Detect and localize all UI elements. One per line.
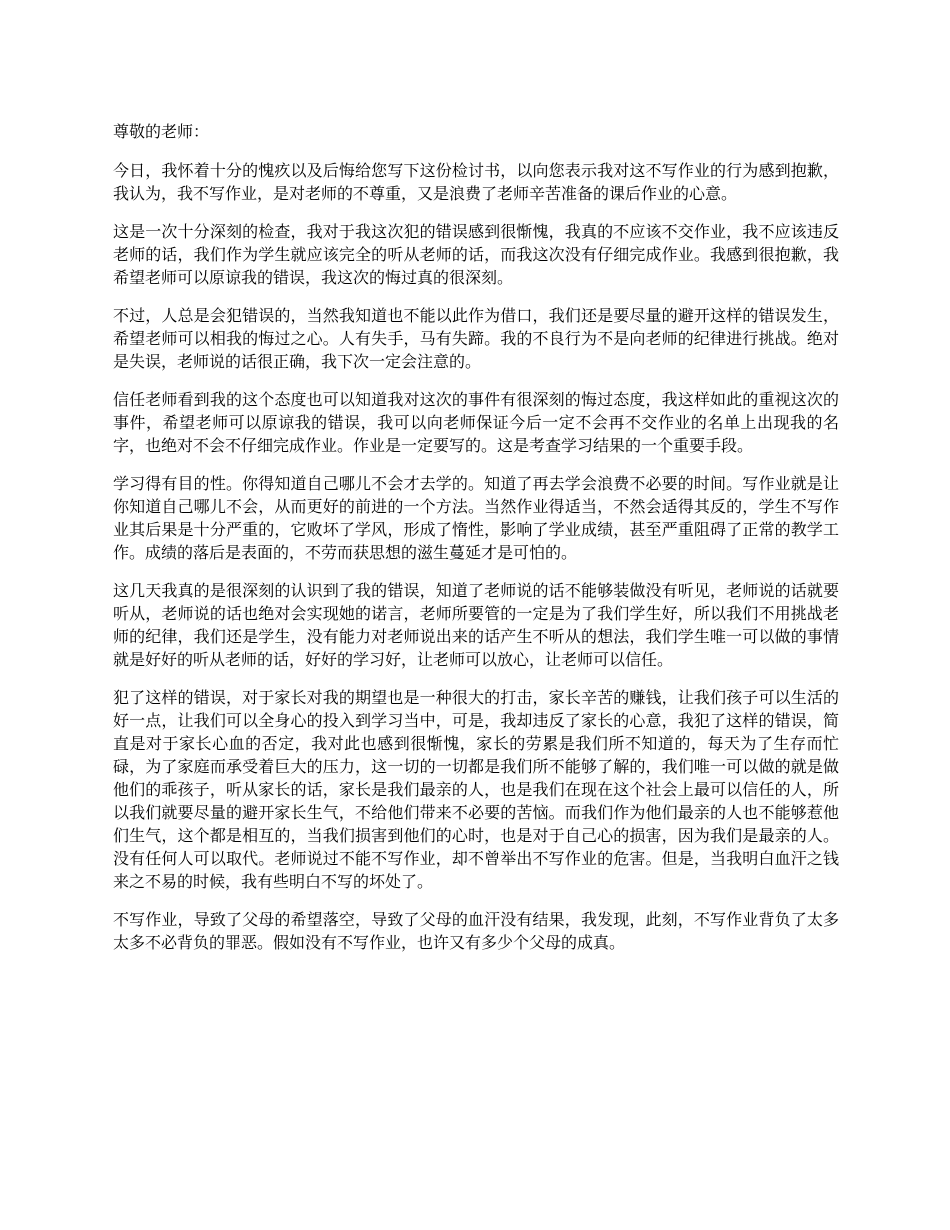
- paragraph-7: 犯了这样的错误，对于家长对我的期望也是一种很大的打击，家长辛苦的赚钱，让我们孩子可以生活的好一点，让我们可以全身心的投入到学习当中，可是，我却违反了家长的心意，我犯了这样的错误，简直是对于家长心血的否定，我对此也感到很惭愧，家长的劳累是我们所不知道的，每天为了生存而忙碌，为了家庭而承受着巨大的压力，这一切的一切都是我们所不能够了解的，我们唯一可以做的就是做他们的乖孩子，听从家长的话，家长是我们最亲的人，也是我们在现在这个社会上最可以信任的人，所以我们就要尽量的避开家长生气，不给他们带来不必要的苦恼。而我们作为他们最亲的人也不能够惹他们生气，这个都是相互的，当我们损害到他们的心时，也是对于自己心的损害，因为我们是最亲的人。没有任何人可以取代。老师说过不能不写作业，却不曾举出不写作业的危害。但是，当我明白血汗之钱来之不易的时候，我有些明白不写的坏处了。: [113, 688, 839, 891]
- paragraph-4: 信任老师看到我的这个态度也可以知道我对这次的事件有很深刻的悔过态度，我这样如此的重视这次的事件，希望老师可以原谅我的错误，我可以向老师保证今后一定不会再不交作业的名单上出现我的名字，也绝对不会不仔细完成作业。作业是一定要写的。这是考查学习结果的一个重要手段。: [113, 390, 839, 455]
- letter-document: [113, 120, 839, 969]
- paragraph-3: 不过，人总是会犯错误的，当然我知道也不能以此作为借口，我们还是要尽量的避开这样的错误发生，希望老师可以相我的悔过之心。人有失手，马有失蹄。我的不良行为不是向老师的纪律进行挑战。绝对是失误，老师说的话很正确，我下次一定会注意的。: [113, 306, 839, 371]
- paragraph-2: 这是一次十分深刻的检查，我对于我这次犯的错误感到很惭愧，我真的不应该不交作业，我不应该违反老师的话，我们作为学生就应该完全的听从老师的话，而我这次没有仔细完成作业。我感到很抱歉，我希望老师可以原谅我的错误，我这次的悔过真的很深刻。: [113, 222, 839, 287]
- paragraph-1: 今日，我怀着十分的愧疚以及后悔给您写下这份检讨书，以向您表示我对这不写作业的行为感到抱歉，我认为，我不写作业，是对老师的不尊重，又是浪费了老师辛苦准备的课后作业的心意。: [113, 161, 839, 203]
- paragraph-6: 这几天我真的是很深刻的认识到了我的错误，知道了老师说的话不能够装做没有听见，老师说的话就要听从，老师说的话也绝对会实现她的诺言，老师所要管的一定是为了我们学生好，所以我们不用挑战老师的纪律，我们还是学生，没有能力对老师说出来的话产生不听从的想法，我们学生唯一可以做的事情就是好好的听从老师的话，好好的学习好，让老师可以放心，让老师可以信任。: [113, 581, 839, 669]
- paragraph-8: 不写作业，导致了父母的希望落空，导致了父母的血汗没有结果，我发现，此刻，不写作业背负了太多太多不必背负的罪恶。假如没有不写作业，也许又有多少个父母的成真。: [113, 910, 839, 952]
- salutation: 尊敬的老师：: [113, 122, 210, 141]
- paragraph-5: 学习得有目的性。你得知道自己哪儿不会才去学的。知道了再去学会浪费不必要的时间。写作业就是让你知道自己哪儿不会，从而更好的前进的一个方法。当然作业得适当，不然会适得其反的，学生不写作业其后果是十分严重的，它败坏了学风，形成了惰性，影响了学业成绩，甚至严重阻碍了正常的教学工作。成绩的落后是表面的，不劳而获思想的滋生蔓延才是可怕的。: [113, 474, 839, 562]
